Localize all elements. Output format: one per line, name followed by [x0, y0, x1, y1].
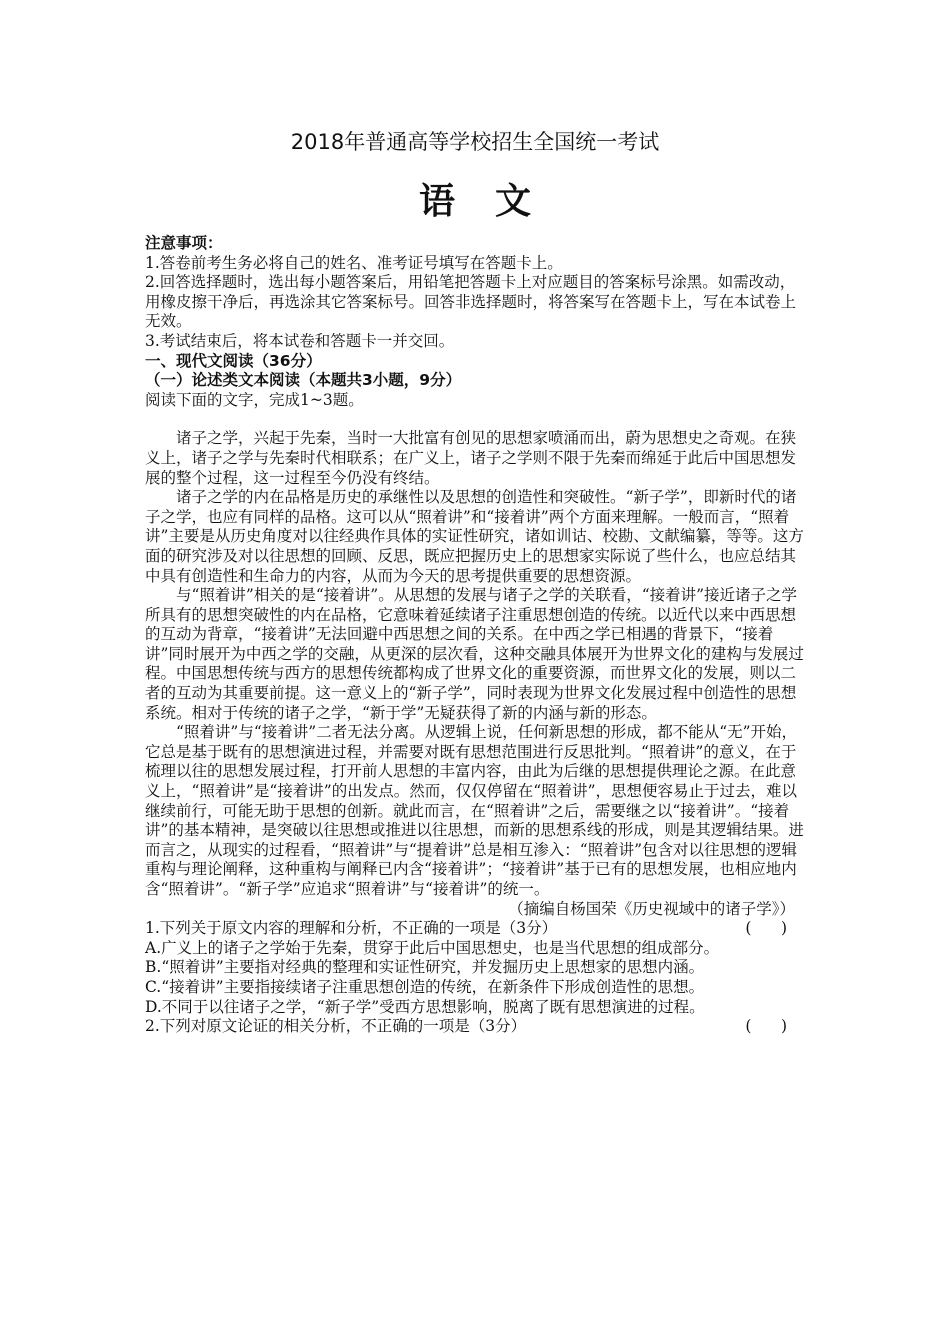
passage-paragraph-3: 与“照着讲”相关的是“接着讲”。从思想的发展与诸子之学的关联看，“接着讲”接近诸子之学所具有的思想突破性的内在品格，它意味着延续诸子注重思想创造的传统。以近代以来中西思想的互动为背章，“接着讲”无法回避中西思想之间的关系。在中西之学已相遇的背景下，“接着讲”同时展开为中西之学的交融，从更深的层次看，这种交融具体展开为世界文化的建构与发展过程。中国思想传统与西方的思想传统都构成了世界文化的重要资源，而世界文化的发展，则以二者的互动为其重要前提。这一意义上的“新子学”，同时表现为世界文化发展过程中创造性的思想系统。相对于传统的诸子之学，“新于学”无疑获得了新的内涵与新的形态。 — [145, 586, 804, 722]
reading-instruction: 阅读下面的文字，完成1~3题。 — [145, 390, 364, 409]
question-1-option-a: A.广义上的诸子之学始于先秦，贯穿于此后中国思想史，也是当代思想的组成部分。 — [145, 938, 720, 957]
notice-item-3: 3.考试结束后，将本试卷和答题卡一并交回。 — [145, 331, 455, 350]
passage-paragraph-4: “照着讲”与“接着讲”二者无法分离。从逻辑上说，任何新思想的形成，都不能从“无”开始，它总是基于既有的思想演进过程，并需要对既有思想范围进行反思批判。“照着讲”的意义，在于梳理以往的思想发展过程，打开前人思想的丰富内容，由此为后继的思想提供理论之源。在此意义上，“照着讲”是“接着讲”的出发点。然而，仅仅停留在“照着讲”，思想便容易止于过去，难以继续前行，可能无助于思想的创新。就此而言，在“照着讲”之后，需要继之以“接着讲”。“接着讲”的基本精神，是突破以往思想或推进以往思想，而新的思想系线的形成，则是其逻辑结果。进而言之，从现实的过程看，“照着讲”与“提着讲”总是相互渗入：“照着讲”包含对以往思想的逻辑重构与理论阐释，这种重构与阐释已内含“接着讲”；“接着讲”基于已有的思想发展，也相应地内含“照着讲”。“新子学”应追求“照着讲”与“接着讲”的统一。 — [145, 723, 804, 898]
question-2-text: 2.下列对原文论证的相关分析，不正确的一项是（3分） — [145, 1017, 527, 1036]
question-1-stem — [145, 919, 805, 939]
question-1-text: 1.下列关于原文内容的理解和分析，不正确的一项是（3分） — [145, 919, 558, 938]
exam-title: 2018年普通高等学校招生全国统一考试 — [290, 130, 660, 154]
question-1-option-d: D.不同于以往诸子之学，“新子学”受西方思想影响，脱离了既有思想演进的过程。 — [145, 997, 705, 1016]
question-2-stem — [145, 1017, 805, 1037]
question-2-answer-blank: ( ) — [745, 1017, 787, 1036]
subject-title: 语文 — [418, 181, 571, 222]
notice-heading: 注意事项： — [145, 234, 223, 252]
question-1-option-b: B.“照着讲”主要指对经典的整理和实证性研究，并发掘历史上思想家的思想内涵。 — [145, 958, 705, 977]
passage-paragraph-2: 诸子之学的内在品格是历史的承继性以及思想的创造性和突破性。“新子学”，即新时代的诸子之学，也应有同样的品格。这可以从“照着讲”和“接着讲”两个方面来理解。一般而言，“照着讲”主要是从历史角度对以往经典作具体的实证性研究，诸如训诂、校勘、文献编纂，等等。这方面的研究涉及对以往思想的回顾、反思，既应把握历史上的思想家实际说了些什么，也应总结其中具有创造性和生命力的内容，从而为今天的思考提供重要的思想资源。 — [145, 488, 804, 585]
notice-item-2: 2.回答选择题时，选出每小题答案后，用铅笔把答题卡上对应题目的答案标号涂黑。如需改动，用橡皮擦干净后，再选涂其它答案标号。回答非选择题时，将答案写在答题卡上，写在本试卷上无效。 — [145, 273, 797, 331]
notice-item-1: 1.答卷前考生务必将自己的姓名、准考证号填写在答题卡上。 — [145, 253, 563, 272]
passage-paragraph-1: 诸子之学，兴起于先秦，当时一大批富有创见的思想家喷涌而出，蔚为思想史之奇观。在狭义上，诸子之学与先秦时代相联系；在广义上，诸子之学则不限于先秦而绵延于此后中国思想发展的整个过程，这一过程至今仍没有终结。 — [145, 429, 797, 487]
section-heading: 一、现代文阅读（36分） — [145, 351, 322, 370]
exam-body — [145, 234, 805, 1037]
question-1-option-c: C.“接着讲”主要指接续诸子注重思想创造的传统，在新条件下形成创造性的思想。 — [145, 977, 705, 996]
subsection-heading: （一）论述类文本阅读（本题共3小题，9分） — [145, 371, 462, 390]
passage-source: （摘编自杨国荣《历史视域中的诸子学》） — [508, 899, 795, 918]
question-1-answer-blank: ( ) — [745, 919, 787, 938]
spacer — [145, 410, 805, 429]
